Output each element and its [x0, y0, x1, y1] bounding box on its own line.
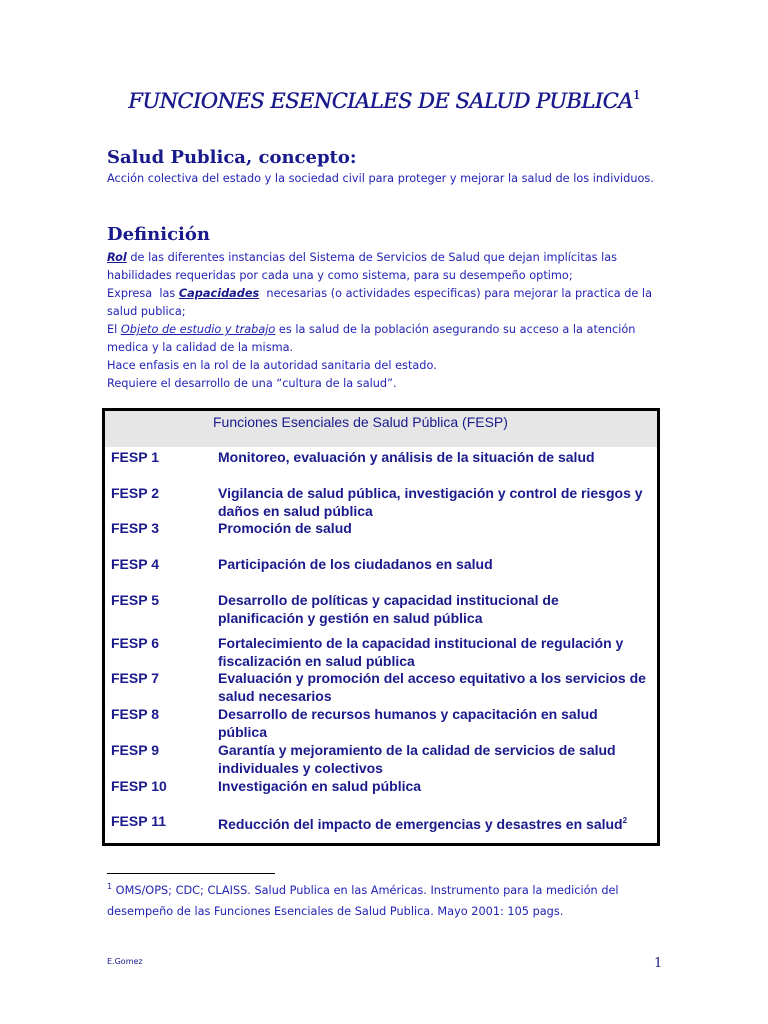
fesp-code: FESP 6: [111, 635, 159, 651]
concept-heading: Salud Publica, concepto:: [107, 147, 357, 168]
author-footer: E.Gomez: [107, 957, 143, 966]
fesp-table: [102, 408, 660, 846]
enfasis-line: Hace enfasis en la rol de la autoridad sanitaria del estado.: [107, 359, 437, 372]
fesp-code: FESP 2: [111, 485, 159, 501]
fesp-description: Monitoreo, evaluación y análisis de la situación de salud: [218, 449, 595, 465]
objeto-post: es la salud de la población asegurando su acceso a la atención medica y la calidad de la misma.: [107, 323, 636, 354]
fesp-table-header: [105, 411, 657, 447]
fesp-description: Investigación en salud pública: [218, 778, 422, 794]
fesp-code: FESP 4: [111, 556, 159, 572]
footnote: [107, 876, 667, 922]
table-row: [105, 812, 657, 848]
table-row: [105, 484, 657, 520]
title-footnote-mark: 1: [632, 88, 640, 102]
table-row: [105, 448, 657, 484]
definition-text: [107, 249, 667, 393]
table-row: [105, 555, 657, 591]
fesp-description: Garantía y mejoramiento de la calidad de servicios de salud individuales y colectivos: [218, 742, 616, 776]
table-row: [105, 741, 657, 777]
page-number: 1: [654, 956, 663, 971]
fesp-description: Vigilancia de salud pública, investigación y control de riesgos y daños en salud pública: [218, 485, 643, 519]
table-row: [105, 634, 657, 670]
fesp-footnote-mark: 2: [622, 816, 628, 825]
table-row: [105, 669, 657, 705]
page-title: [0, 88, 768, 113]
footnote-text: OMS/OPS; CDC; CLAISS. Salud Publica en las Américas. Instrumento para la medición del desempeño de las Funciones Esenciales de Salud Publica. Mayo 2001: 105 pags.: [107, 884, 619, 918]
fesp-code: FESP 1: [111, 449, 159, 465]
table-row: [105, 777, 657, 813]
cultura-line: Requiere el desarrollo de una “cultura de la salud”.: [107, 377, 397, 390]
fesp-description: [218, 812, 648, 833]
fesp-description: Participación de los ciudadanos en salud: [218, 556, 493, 572]
fesp-description: Desarrollo de recursos humanos y capacitación en salud pública: [218, 706, 598, 740]
fesp-code: FESP 8: [111, 706, 159, 722]
capacidades-keyword: Capacidades: [178, 287, 260, 300]
footnote-mark: 1: [107, 882, 113, 891]
fesp-description-text: Reducción del impacto de emergencias y desastres en salud: [218, 816, 623, 832]
table-row: [105, 591, 657, 627]
concept-text: Acción colectiva del estado y la sociedad civil para proteger y mejorar la salud de los individuos.: [107, 172, 654, 185]
objeto-pre: El: [107, 323, 121, 336]
objeto-paragraph: [107, 321, 667, 357]
rol-keyword: Rol: [107, 251, 127, 264]
fesp-code: FESP 11: [111, 813, 167, 829]
footnote-divider: [107, 873, 275, 874]
definition-heading: Definición: [107, 224, 210, 245]
title-text: FUNCIONES ESENCIALES DE SALUD PUBLICA: [128, 89, 633, 113]
fesp-description: Fortalecimiento de la capacidad institucional de regulación y fiscalización en salud pública: [218, 635, 624, 669]
capacidades-pre: Expresa las: [107, 287, 179, 300]
rol-paragraph: [107, 249, 667, 285]
fesp-description: Desarrollo de políticas y capacidad institucional de planificación y gestión en salud pública: [218, 592, 559, 626]
fesp-code: FESP 5: [111, 592, 159, 608]
rol-text: de las diferentes instancias del Sistema de Servicios de Salud que dejan implícitas las habilidades requeridas por cada una y como sistema, para su desempeño optimo;: [107, 251, 618, 282]
objeto-keyword: Objeto de estudio y trabajo: [120, 323, 276, 336]
fesp-code: FESP 3: [111, 520, 159, 536]
capacidades-paragraph: [107, 285, 667, 321]
fesp-table-header-text: Funciones Esenciales de Salud Pública (FESP): [213, 414, 508, 430]
fesp-code: FESP 7: [111, 670, 159, 686]
table-row: [105, 705, 657, 741]
table-row: [105, 519, 657, 555]
fesp-description: Evaluación y promoción del acceso equitativo a los servicios de salud necesarios: [218, 670, 646, 704]
capacidades-post: necesarias (o actividades especificas) para mejorar la practica de la salud publica;: [107, 287, 656, 318]
fesp-description: Promoción de salud: [218, 520, 352, 536]
fesp-code: FESP 9: [111, 742, 159, 758]
fesp-code: FESP 10: [111, 778, 167, 794]
